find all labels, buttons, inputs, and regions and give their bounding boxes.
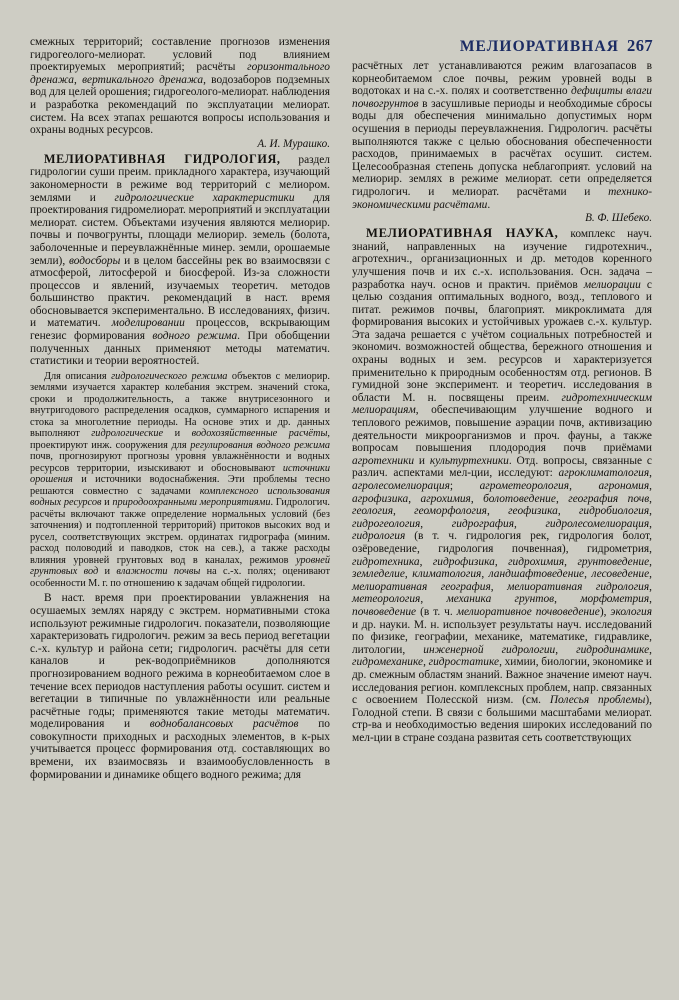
left-column: [30, 36, 330, 972]
signature-murashko: А. И. Мурашко.: [257, 137, 330, 150]
page-number: 267: [627, 36, 653, 55]
entry-body: комплекс науч. знаний, направленных на изучение гидротехнич., агротехнич., организационных и др. методов коренного улучшения почв и их с.-х. использования. Осн. задача – разработка науч. основ и практич. приёмов мелиорации с целью создания оптимальных водного, возд., теплового и питат. режимов почвы, благоприят. микроклимата для формирования высоких и устойчивых урожаев с.-х. культур. Эта задача решается с учётом социальных потребностей и экономич. возможностей общества, бережного отношения и охраны водных и зем. ресурсов и характеризуется применительно к природным особенностям отд. регионов. В гумидной зоне эксперимент. и теоретич. исследования в области М. н. посвящены преим. гидротехническим мелиорациям, обеспечивающим улучшение водного и теплового режимов, повышение аэрации почв, активизацию деятельности микроорганизмов и проч. фауны, а также вопросам повышения плодородия почв приёмами агротехники и культуртехники. Отд. вопросы, связанные с различ. аспектами мел-ции, исследуют: агроклиматология, агролесомелиорация; агрометеорология, агрономия, агрофизика, агрохимия, болотоведение, география почв, геология, геоморфология, геофизика, гидробиология, гидрогеология, гидрография, гидролесомелиорация, гидрология (в т. ч. гидрология рек, гидрология болот, озёроведение, гидрология почвенная), гидрометрия, гидротехника, гидрофизика, гидрохимия, грунтоведение, земледелие, климатология, ландшафтоведение, лесоведение, мелиоративная география, мелиоративная гидрология, метеорология, механика грунтов, морфометрия, почвоведение (в т. ч. мелиоративное почвоведение), экология и др. науки. М. н. использует результаты науч. исследований по физике, географии, механике, математике, гидравлике, литологии, инженерной гидрологии, гидродинамике, гидромеханике, гидростатике, химии, биологии, экономике и др. смежным областям знаний. Важное значение имеют науч. исследования регион. комплексных проблем, напр. связанных с освоением Полесской низм. (см. Полесья проблемы), Голодной степи. В связи с большими масштабами мелиорат. стр-ва и необходимостью ведения широких исследований по мел-ции в стране создана развитая сеть соответствующих: [352, 228, 653, 744]
entry-meliorativnaya-nauka: [352, 227, 652, 744]
paragraph-current-practice: В наст. время при проектировании увлажнения на осушаемых землях наряду с экстрем. нормативными стока используют режимные гидрологич. показатели, позволяющие характеризовать гидрологич. режим за весь период вегетации с.-х. культур и района сети; гидрологич. расчёты для сети каналов и рек-водоприёмников дополняются прогнозированием водного режима в корнеобитаемом слое в течение всех периодов наступления работы осушит. систем и вегетации в типичные по увлажнённости или реальные расчётные годы; применяются такие методы математич. моделирования и воднобалансовых расчётов по совокупности приходных и расходных элементов, в к-рых учитывается процесс формирования отд. составляющих во времени, их взаимосвязь и взаимообусловленность в формировании и динамике общего водного режима; для: [30, 592, 330, 781]
entry-title: МЕЛИОРАТИВНАЯ НАУКА,: [366, 226, 559, 241]
paragraph-continuation: смежных территорий; составление прогнозов изменения гидрогеолого-мелиорат. условий под влиянием проектируемых мероприятий; расчёты горизонтального дренажа, вертикального дренажа, водозаборов подземных вод для целей орошения; гидрогеолого-мелиорат. наблюдения и разработка рекомендаций по эксплуатации мелиорат. систем. На всех этапах решаются вопросы использования и охраны водных ресурсов.: [30, 36, 330, 137]
small-print-block: Для описания гидрологического режима объектов с мелиорир. землями изучается характер колебания экстрем. значений стока, сроки и продолжительность, а также внутрисезонного и внутригодового распределения осадков, суммарного испарения и стока за многолетние периоды. На основе этих и др. данных выполняют гидрологические и водохозяйственные расчёты, проектируют инж. сооружения для регулирования водного режима почв, прогнозируют прогнозы уровня увлажнённости и водных ресурсов территории, изыскивают и обосновывают источники орошения и источники водоснабжения. Эти проблемы тесно решаются совместно с задачами комплексного использования водных ресурсов и природоохранными мероприятиями. Гидрологич. расчёты включают также определение нормальных условий (без заточнения) и подтопленной территорий) притоков высоких вод и русел, соответствующих экстрем. ординатах гидрографа (миним. расход половодий и паводков, сток на сев.), а также расходы влияния уровней грунтовых вод в каналах, режимов уровней грунтовых вод и влажности почвы на с.-х. полях; оценивают особенности М. г. по отношению к задачам общей гидрологии.: [30, 370, 330, 589]
entry-title: МЕЛИОРАТИВНАЯ ГИДРОЛОГИЯ,: [44, 151, 281, 166]
entry-meliorativnaya-gidrologiya: [30, 153, 330, 368]
header-title: МЕЛИОРАТИВНАЯ: [459, 38, 620, 55]
page-content: [30, 36, 653, 972]
paragraph-continuation-right: расчётных лет устанавливаются режим влагозапасов в корнеобитаемом слое почвы, режим уровней воды в водотоках и на с.-х. полях и соответственно дефициты влаги почвогрунтов в засушливые периоды и необходимые сбросы воды для обеспечения минимально допустимых норм осушения в периоды переувлажнения. Гидрологич. расчёты выполняются также с целью обоснования обеспеченности расходов, принимаемых в расчётах осушит. систем. Целесообразная степень допуска неблагоприят. условий на мелиорир. землях в режиме мелиорат. сети определяется гидрологич. и мелиорат. расчётами и технико-экономическими расчётами.: [352, 60, 652, 211]
signature-shebeko: В. Ф. Шебеко.: [585, 212, 652, 225]
entry-body: раздел гидрологии суши преим. прикладного характера, изучающий закономерности в режиме вод территорий с мелиором. землями и гидрологические характеристики для проектирования гидромелиорат. мероприятий и эксплуатации мелиорат. систем. Объектами изучения являются мелиорир. почвы и почвогрунты, площади мелиорир. земель (болота, заболоченные и переувлажнённые минер. земли, орошаемые земли), водосборы и в целом бассейны рек во взаимосвязи с атмосферой, литосферой и биосферой. Из-за сложности процессов и явлений, изучаемых теоретич. методов большинство практич. рекомендаций в наст. время обосновывается экспериментально. В исследованиях, физич. и математич. моделировании процессов, вскрывающим генезис формирования водного режима. При обобщении полученных данных применяют методы математич. статистики и теории вероятностей.: [30, 153, 331, 368]
two-column-body: [30, 36, 653, 972]
right-column: [352, 36, 652, 972]
